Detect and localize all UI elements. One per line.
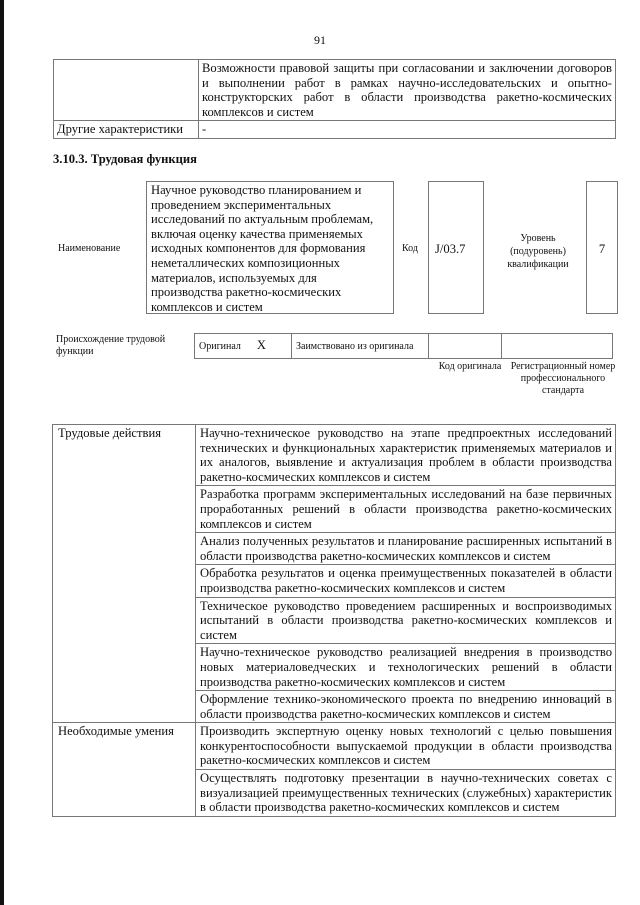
code-original-caption: Код оригинала [438, 361, 502, 372]
origin-table [194, 333, 613, 359]
section-label-labor-actions: Трудовые действия [53, 425, 196, 723]
row-text: Возможности правовой защиты при согласовании и заключении договоров и выполнении работ в рамках научно-исследовательских и опытно-конструкторских работ в области производства ракетно-космических комплексов и систем [199, 60, 616, 121]
list-item: Техническое руководство проведением расширенных и воспроизводимых испытаний в области производства ракетно-космических комплексов и систем [196, 597, 616, 644]
list-item: Анализ полученных результатов и планирование расширенных испытаний в области производства ракетно-космических комплексов и систем [196, 533, 616, 565]
list-item: Разработка программ экспериментальных исследований на базе первичных проработанных решений в области производства ракетно-космических комплексов и систем [196, 486, 616, 533]
table-row [53, 723, 616, 770]
list-item: Научно-техническое руководство реализацией внедрения в производство новых материаловедческих и технологических решений в области производства ракетно-космических комплексов и систем [196, 644, 616, 691]
table-row [54, 121, 616, 139]
row-label [54, 60, 199, 121]
characteristics-table [53, 59, 616, 139]
list-item: Осуществлять подготовку презентации в научно-технических советах с визуализацией преимущественных технических (служебных) характеристик в области производства ракетно-космических комплексов и систем [196, 770, 616, 817]
name-label: Наименование [58, 243, 121, 254]
list-item: Научно-техническое руководство на этапе предпроектных исследований технических и функциональных характеристик применяемых материалов и их аналогов, выявление и актуализация проблем в области производства ракетно-космических комплексов и систем [196, 425, 616, 486]
section-title: 3.10.3. Трудовая функция [53, 152, 197, 166]
table-row [54, 60, 616, 121]
reg-number-caption: Регистрационный номер профессионального стандарта [510, 361, 616, 396]
qualification-level-box: 7 [586, 181, 618, 314]
code-label: Код [402, 243, 418, 254]
table-row [53, 425, 616, 486]
list-item: Оформление технико-экономического проекта по внедрению инноваций в области производства ракетно-космических комплексов и систем [196, 691, 616, 723]
original-mark: X [256, 338, 267, 352]
list-item: Обработка результатов и оценка преимущественных показателей в области производства ракетно-космических комплексов и систем [196, 565, 616, 597]
qualification-level-label: Уровень (подуровень) квалификации [507, 233, 569, 270]
code-original-cell [429, 334, 502, 359]
origin-label: Происхождение трудовой функции [56, 334, 166, 357]
borrowed-cell: Заимствовано из оригинала [292, 334, 429, 359]
row-label: Другие характеристики [54, 121, 199, 139]
section-label-required-skills: Необходимые умения [53, 723, 196, 817]
labor-function-table [52, 424, 616, 817]
page-number: 91 [314, 33, 326, 47]
row-text: - [199, 121, 616, 139]
list-item: Производить экспертную оценку новых технологий с целью повышения конкурентоспособности выпускаемой продукции в области производства ракетно-космических комплексов и систем [196, 723, 616, 770]
scan-edge-artifact [0, 0, 4, 905]
origin-original-cell [195, 334, 292, 359]
original-label: Оригинал [199, 341, 241, 352]
function-name-box: Научное руководство планированием и проведением экспериментальных исследований по актуальным проблемам, включая оценку качества применяемых исходных компонентов для формования неметаллических композиционных материалов, используемых для производства ракетно-космических комплексов и систем [146, 181, 394, 314]
reg-number-cell [502, 334, 613, 359]
function-code-box: J/03.7 [428, 181, 484, 314]
